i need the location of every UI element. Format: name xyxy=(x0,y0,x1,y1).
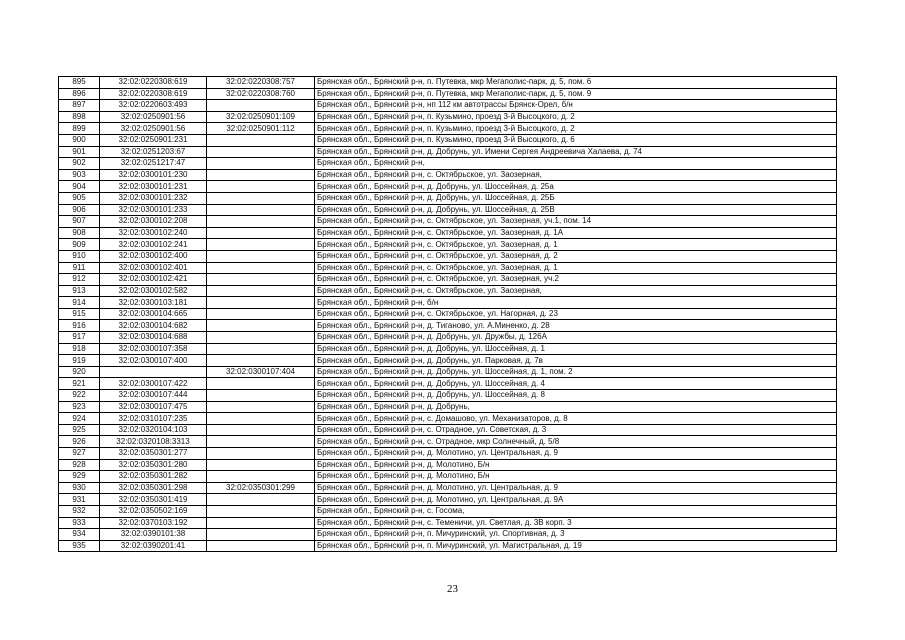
address-cell: Брянская обл., Брянский р-н, д. Добрунь, ул. Шоссейная, д. 1, пом. 2 xyxy=(315,366,837,378)
table-row xyxy=(59,517,837,529)
address-cell: Брянская обл., Брянский р-н, д. Добрунь, ул. Дружбы, д. 126А xyxy=(315,332,837,344)
cadastral-number-cell: 32:02:0300107:400 xyxy=(100,355,207,367)
row-number-cell: 914 xyxy=(59,297,100,309)
premises-number-cell xyxy=(207,529,315,541)
table-row xyxy=(59,250,837,262)
cadastral-number-cell: 32:02:0300104:665 xyxy=(100,308,207,320)
premises-number-cell xyxy=(207,262,315,274)
row-number-cell: 921 xyxy=(59,378,100,390)
table-row xyxy=(59,378,837,390)
row-number-cell: 929 xyxy=(59,471,100,483)
address-cell: Брянская обл., Брянский р-н, б/н xyxy=(315,297,837,309)
premises-number-cell: 32:02:0250901:112 xyxy=(207,123,315,135)
cadastral-number-cell: 32:02:0300102:241 xyxy=(100,239,207,251)
table-row xyxy=(59,529,837,541)
premises-number-cell xyxy=(207,355,315,367)
row-number-cell: 924 xyxy=(59,413,100,425)
premises-number-cell xyxy=(207,239,315,251)
cadastral-number-cell: 32:02:0300101:233 xyxy=(100,204,207,216)
address-cell: Брянская обл., Брянский р-н, п. Мичуринский, ул. Магистральная, д. 19 xyxy=(315,540,837,552)
premises-number-cell xyxy=(207,390,315,402)
table-row xyxy=(59,494,837,506)
table-row xyxy=(59,297,837,309)
registry-table xyxy=(58,76,837,552)
cadastral-number-cell: 32:02:0320108:3313 xyxy=(100,436,207,448)
premises-number-cell xyxy=(207,297,315,309)
table-row xyxy=(59,181,837,193)
cadastral-number-cell xyxy=(100,366,207,378)
table-row xyxy=(59,355,837,367)
premises-number-cell xyxy=(207,158,315,170)
address-cell: Брянская обл., Брянский р-н, с. Октябрьское, ул. Заозерная, xyxy=(315,285,837,297)
address-cell: Брянская обл., Брянский р-н, д. Молотино, ул. Центральная, д. 9 xyxy=(315,448,837,460)
premises-number-cell xyxy=(207,494,315,506)
cadastral-number-cell: 32:02:0300104:688 xyxy=(100,332,207,344)
row-number-cell: 928 xyxy=(59,459,100,471)
premises-number-cell: 32:02:0350301:299 xyxy=(207,482,315,494)
table-row xyxy=(59,227,837,239)
cadastral-number-cell: 32:02:0250901:56 xyxy=(100,111,207,123)
row-number-cell: 910 xyxy=(59,250,100,262)
premises-number-cell xyxy=(207,146,315,158)
table-row xyxy=(59,366,837,378)
cadastral-number-cell: 32:02:0220308:619 xyxy=(100,88,207,100)
table-row xyxy=(59,262,837,274)
table-row xyxy=(59,239,837,251)
address-cell: Брянская обл., Брянский р-н, с. Октябрьское, ул. Заозерная, д. 2 xyxy=(315,250,837,262)
address-cell: Брянская обл., Брянский р-н, д. Добрунь, ул. Шоссейная, д. 1 xyxy=(315,343,837,355)
cadastral-number-cell: 32:02:0251217:47 xyxy=(100,158,207,170)
table-row xyxy=(59,204,837,216)
table-row xyxy=(59,77,837,89)
premises-number-cell xyxy=(207,204,315,216)
cadastral-number-cell: 32:02:0300107:422 xyxy=(100,378,207,390)
row-number-cell: 898 xyxy=(59,111,100,123)
row-number-cell: 902 xyxy=(59,158,100,170)
row-number-cell: 901 xyxy=(59,146,100,158)
address-cell: Брянская обл., Брянский р-н, п. Кузьмино, проезд 3-й Высоцкого, д. 2 xyxy=(315,123,837,135)
premises-number-cell xyxy=(207,436,315,448)
row-number-cell: 899 xyxy=(59,123,100,135)
cadastral-number-cell: 32:02:0390101:38 xyxy=(100,529,207,541)
row-number-cell: 911 xyxy=(59,262,100,274)
table-row xyxy=(59,413,837,425)
premises-number-cell xyxy=(207,216,315,228)
premises-number-cell: 32:02:0250901:109 xyxy=(207,111,315,123)
premises-number-cell: 32:02:0220308:757 xyxy=(207,77,315,89)
table-row xyxy=(59,123,837,135)
row-number-cell: 931 xyxy=(59,494,100,506)
row-number-cell: 904 xyxy=(59,181,100,193)
table-row xyxy=(59,482,837,494)
row-number-cell: 933 xyxy=(59,517,100,529)
cadastral-number-cell: 32:02:0310107:235 xyxy=(100,413,207,425)
row-number-cell: 895 xyxy=(59,77,100,89)
premises-number-cell xyxy=(207,227,315,239)
row-number-cell: 922 xyxy=(59,390,100,402)
address-cell: Брянская обл., Брянский р-н, д. Добрунь, ул. Шоссейная, д. 4 xyxy=(315,378,837,390)
cadastral-number-cell: 32:02:0300102:421 xyxy=(100,274,207,286)
address-cell: Брянская обл., Брянский р-н, д. Добрунь, ул. Шоссейная, д. 8 xyxy=(315,390,837,402)
table-row xyxy=(59,134,837,146)
premises-number-cell xyxy=(207,343,315,355)
row-number-cell: 934 xyxy=(59,529,100,541)
address-cell: Брянская обл., Брянский р-н, д. Тиганово, ул. А.Миненко, д. 28 xyxy=(315,320,837,332)
table-row xyxy=(59,401,837,413)
row-number-cell: 897 xyxy=(59,100,100,112)
row-number-cell: 900 xyxy=(59,134,100,146)
address-cell: Брянская обл., Брянский р-н, xyxy=(315,158,837,170)
row-number-cell: 930 xyxy=(59,482,100,494)
premises-number-cell xyxy=(207,169,315,181)
table-row xyxy=(59,332,837,344)
cadastral-number-cell: 32:02:0250901:56 xyxy=(100,123,207,135)
premises-number-cell xyxy=(207,459,315,471)
table-row xyxy=(59,459,837,471)
address-cell: Брянская обл., Брянский р-н, д. Добрунь, ул. Парковая, д. 7в xyxy=(315,355,837,367)
row-number-cell: 896 xyxy=(59,88,100,100)
row-number-cell: 919 xyxy=(59,355,100,367)
table-row xyxy=(59,158,837,170)
row-number-cell: 923 xyxy=(59,401,100,413)
premises-number-cell xyxy=(207,413,315,425)
table-row xyxy=(59,100,837,112)
address-cell: Брянская обл., Брянский р-н, д. Добрунь, ул. Шоссейная, д. 25В xyxy=(315,204,837,216)
table-row xyxy=(59,192,837,204)
row-number-cell: 908 xyxy=(59,227,100,239)
cadastral-number-cell: 32:02:0251203:67 xyxy=(100,146,207,158)
cadastral-number-cell: 32:02:0320104:103 xyxy=(100,424,207,436)
address-cell: Брянская обл., Брянский р-н, д. Добрунь, xyxy=(315,401,837,413)
premises-number-cell xyxy=(207,378,315,390)
cadastral-number-cell: 32:02:0350301:280 xyxy=(100,459,207,471)
address-cell: Брянская обл., Брянский р-н, с. Октябрьское, ул. Заозерная, уч.1, пом. 14 xyxy=(315,216,837,228)
table-row xyxy=(59,424,837,436)
row-number-cell: 918 xyxy=(59,343,100,355)
premises-number-cell xyxy=(207,471,315,483)
cadastral-number-cell: 32:02:0300102:582 xyxy=(100,285,207,297)
cadastral-number-cell: 32:02:0220308:619 xyxy=(100,77,207,89)
table-row xyxy=(59,505,837,517)
row-number-cell: 907 xyxy=(59,216,100,228)
premises-number-cell xyxy=(207,517,315,529)
row-number-cell: 909 xyxy=(59,239,100,251)
premises-number-cell xyxy=(207,100,315,112)
cadastral-number-cell: 32:02:0250901:231 xyxy=(100,134,207,146)
address-cell: Брянская обл., Брянский р-н, п. Кузьмино, проезд 3-й Высоцкого, д. 2 xyxy=(315,111,837,123)
cadastral-number-cell: 32:02:0300102:400 xyxy=(100,250,207,262)
premises-number-cell xyxy=(207,320,315,332)
premises-number-cell xyxy=(207,540,315,552)
cadastral-number-cell: 32:02:0300107:358 xyxy=(100,343,207,355)
cadastral-number-cell: 32:02:0300101:230 xyxy=(100,169,207,181)
address-cell: Брянская обл., Брянский р-н, д. Добрунь, ул. Шоссейная, д. 25Б xyxy=(315,192,837,204)
row-number-cell: 912 xyxy=(59,274,100,286)
cadastral-number-cell: 32:02:0350502:169 xyxy=(100,505,207,517)
address-cell: Брянская обл., Брянский р-н, с. Госома, xyxy=(315,505,837,517)
cadastral-number-cell: 32:02:0300103:181 xyxy=(100,297,207,309)
address-cell: Брянская обл., Брянский р-н, п. Путевка, мкр Мегаполис-парк, д. 5, пом. 6 xyxy=(315,77,837,89)
table-row xyxy=(59,436,837,448)
cadastral-number-cell: 32:02:0300107:475 xyxy=(100,401,207,413)
row-number-cell: 903 xyxy=(59,169,100,181)
table-row xyxy=(59,146,837,158)
table-row xyxy=(59,169,837,181)
table-row xyxy=(59,111,837,123)
address-cell: Брянская обл., Брянский р-н, д. Молотино, ул. Центральная, д. 9 xyxy=(315,482,837,494)
table-row xyxy=(59,285,837,297)
row-number-cell: 906 xyxy=(59,204,100,216)
address-cell: Брянская обл., Брянский р-н, д. Молотино, ул. Центральная, д. 9А xyxy=(315,494,837,506)
cadastral-number-cell: 32:02:0300104:682 xyxy=(100,320,207,332)
premises-number-cell xyxy=(207,134,315,146)
address-cell: Брянская обл., Брянский р-н, с. Домашово, ул. Механизаторов, д. 8 xyxy=(315,413,837,425)
premises-number-cell xyxy=(207,332,315,344)
table-row xyxy=(59,448,837,460)
row-number-cell: 932 xyxy=(59,505,100,517)
address-cell: Брянская обл., Брянский р-н, п. Путевка, мкр Мегаполис-парк, д. 5, пом. 9 xyxy=(315,88,837,100)
address-cell: Брянская обл., Брянский р-н, с. Октябрьское, ул. Заозерная, д. 1А xyxy=(315,227,837,239)
premises-number-cell: 32:02:0220308:760 xyxy=(207,88,315,100)
cadastral-number-cell: 32:02:0300102:208 xyxy=(100,216,207,228)
table-row xyxy=(59,308,837,320)
cadastral-number-cell: 32:02:0350301:298 xyxy=(100,482,207,494)
premises-number-cell xyxy=(207,192,315,204)
address-cell: Брянская обл., Брянский р-н, с. Теменичи, ул. Светлая, д. 3В корп. 3 xyxy=(315,517,837,529)
premises-number-cell xyxy=(207,448,315,460)
cadastral-number-cell: 32:02:0350301:419 xyxy=(100,494,207,506)
address-cell: Брянская обл., Брянский р-н, с. Отрадное, ул. Советская, д. 3 xyxy=(315,424,837,436)
premises-number-cell xyxy=(207,181,315,193)
table-row xyxy=(59,343,837,355)
table-row xyxy=(59,390,837,402)
table-row xyxy=(59,274,837,286)
address-cell: Брянская обл., Брянский р-н, с. Октябрьское, ул. Заозерная, д. 1 xyxy=(315,239,837,251)
premises-number-cell xyxy=(207,285,315,297)
table-row xyxy=(59,320,837,332)
address-cell: Брянская обл., Брянский р-н, д. Добрунь, ул. Имени Сергея Андреевича Халаева, д. 74 xyxy=(315,146,837,158)
address-cell: Брянская обл., Брянский р-н, с. Октябрьское, ул. Заозерная, д. 1 xyxy=(315,262,837,274)
premises-number-cell xyxy=(207,505,315,517)
page-number: 23 xyxy=(447,583,458,595)
cadastral-number-cell: 32:02:0220603:493 xyxy=(100,100,207,112)
registry-table-body xyxy=(59,77,837,552)
cadastral-number-cell: 32:02:0350301:282 xyxy=(100,471,207,483)
row-number-cell: 920 xyxy=(59,366,100,378)
table-row xyxy=(59,471,837,483)
premises-number-cell xyxy=(207,308,315,320)
cadastral-number-cell: 32:02:0390201:41 xyxy=(100,540,207,552)
cadastral-number-cell: 32:02:0300101:232 xyxy=(100,192,207,204)
address-cell: Брянская обл., Брянский р-н, п. Мичуринский, ул. Спортивная, д. 3 xyxy=(315,529,837,541)
row-number-cell: 927 xyxy=(59,448,100,460)
address-cell: Брянская обл., Брянский р-н, с. Октябрьское, ул. Заозерная, уч.2 xyxy=(315,274,837,286)
row-number-cell: 926 xyxy=(59,436,100,448)
cadastral-number-cell: 32:02:0300102:401 xyxy=(100,262,207,274)
address-cell: Брянская обл., Брянский р-н, с. Отрадное, мкр Солнечный, д. 5/8 xyxy=(315,436,837,448)
address-cell: Брянская обл., Брянский р-н, нп 112 км автотрассы Брянск-Орел, б/н xyxy=(315,100,837,112)
cadastral-number-cell: 32:02:0370103:192 xyxy=(100,517,207,529)
table-row xyxy=(59,88,837,100)
cadastral-number-cell: 32:02:0300107:444 xyxy=(100,390,207,402)
cadastral-number-cell: 32:02:0300101:231 xyxy=(100,181,207,193)
row-number-cell: 916 xyxy=(59,320,100,332)
premises-number-cell: 32:02:0300107:404 xyxy=(207,366,315,378)
table-row xyxy=(59,540,837,552)
cadastral-number-cell: 32:02:0350301:277 xyxy=(100,448,207,460)
address-cell: Брянская обл., Брянский р-н, с. Октябрьское, ул. Нагорная, д. 23 xyxy=(315,308,837,320)
address-cell: Брянская обл., Брянский р-н, п. Кузьмино, проезд 3-й Высоцкого, д. 6 xyxy=(315,134,837,146)
row-number-cell: 905 xyxy=(59,192,100,204)
premises-number-cell xyxy=(207,274,315,286)
premises-number-cell xyxy=(207,401,315,413)
row-number-cell: 917 xyxy=(59,332,100,344)
row-number-cell: 935 xyxy=(59,540,100,552)
premises-number-cell xyxy=(207,250,315,262)
address-cell: Брянская обл., Брянский р-н, д. Добрунь, ул. Шоссейная, д. 25а xyxy=(315,181,837,193)
row-number-cell: 913 xyxy=(59,285,100,297)
address-cell: Брянская обл., Брянский р-н, с. Октябрьское, ул. Заозерная, xyxy=(315,169,837,181)
address-cell: Брянская обл., Брянский р-н, д. Молотино, Б/н xyxy=(315,471,837,483)
premises-number-cell xyxy=(207,424,315,436)
row-number-cell: 925 xyxy=(59,424,100,436)
address-cell: Брянская обл., Брянский р-н, д. Молотино, Б/н xyxy=(315,459,837,471)
cadastral-number-cell: 32:02:0300102:240 xyxy=(100,227,207,239)
table-row xyxy=(59,216,837,228)
row-number-cell: 915 xyxy=(59,308,100,320)
